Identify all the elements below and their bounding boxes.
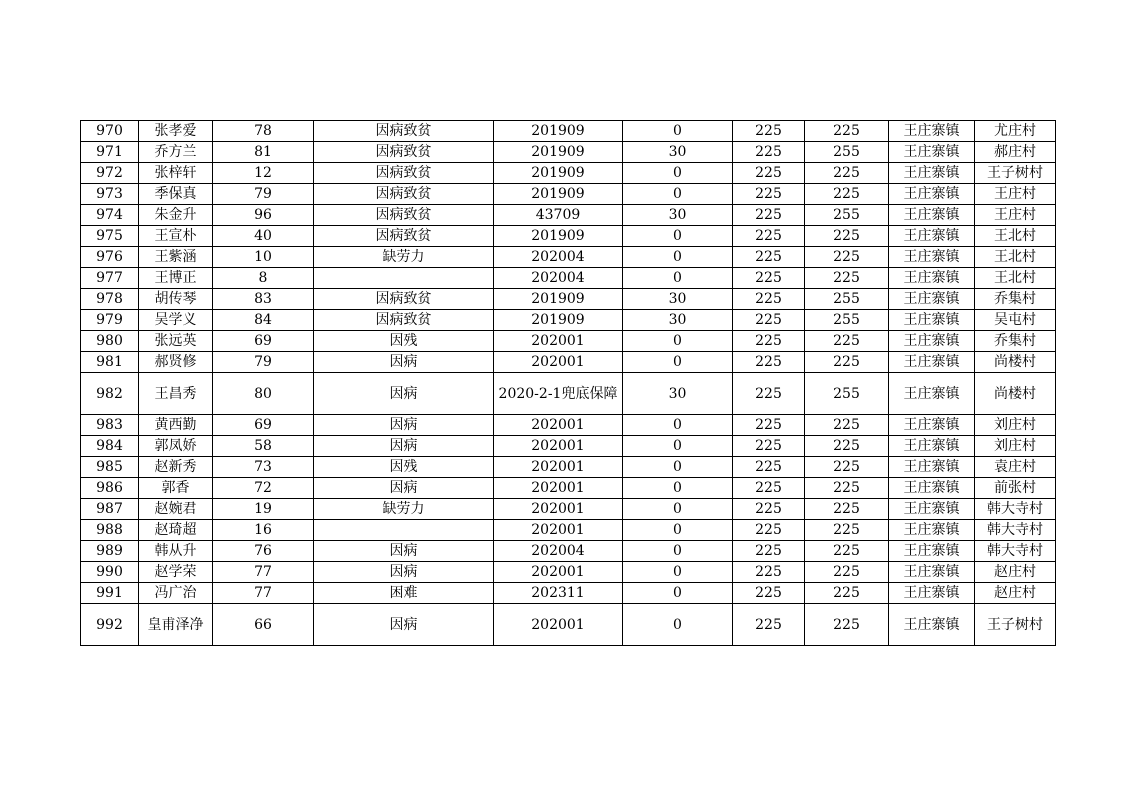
reason-cell: 因残 xyxy=(314,331,494,352)
amount-cell-3: 225 xyxy=(805,604,889,646)
date-cell: 202004 xyxy=(494,247,623,268)
town-cell: 王庄寨镇 xyxy=(889,226,975,247)
row-number-cell: 989 xyxy=(81,541,139,562)
amount-cell-3: 255 xyxy=(805,310,889,331)
village-cell: 乔集村 xyxy=(975,289,1056,310)
town-cell: 王庄寨镇 xyxy=(889,520,975,541)
table-row xyxy=(81,541,1056,562)
table-row xyxy=(81,583,1056,604)
amount-cell-1: 0 xyxy=(623,541,733,562)
table-row xyxy=(81,247,1056,268)
amount-cell-3: 225 xyxy=(805,541,889,562)
age-cell: 77 xyxy=(213,562,314,583)
town-cell: 王庄寨镇 xyxy=(889,268,975,289)
amount-cell-3: 225 xyxy=(805,457,889,478)
village-cell: 尚楼村 xyxy=(975,352,1056,373)
name-cell: 王博正 xyxy=(139,268,213,289)
amount-cell-2: 225 xyxy=(733,184,805,205)
town-cell: 王庄寨镇 xyxy=(889,142,975,163)
town-cell: 王庄寨镇 xyxy=(889,247,975,268)
row-number-cell: 977 xyxy=(81,268,139,289)
amount-cell-3: 225 xyxy=(805,247,889,268)
town-cell: 王庄寨镇 xyxy=(889,163,975,184)
date-cell: 201909 xyxy=(494,142,623,163)
age-cell: 58 xyxy=(213,436,314,457)
age-cell: 78 xyxy=(213,121,314,142)
village-cell: 赵庄村 xyxy=(975,583,1056,604)
table-row xyxy=(81,268,1056,289)
date-cell: 2020-2-1兜底保障 xyxy=(494,373,623,415)
amount-cell-1: 0 xyxy=(623,121,733,142)
amount-cell-3: 225 xyxy=(805,121,889,142)
name-cell: 郭凤娇 xyxy=(139,436,213,457)
name-cell: 王宣朴 xyxy=(139,226,213,247)
amount-cell-2: 225 xyxy=(733,142,805,163)
row-number-cell: 981 xyxy=(81,352,139,373)
village-cell: 王北村 xyxy=(975,268,1056,289)
table-row xyxy=(81,226,1056,247)
amount-cell-3: 255 xyxy=(805,373,889,415)
age-cell: 73 xyxy=(213,457,314,478)
row-number-cell: 974 xyxy=(81,205,139,226)
table-row xyxy=(81,205,1056,226)
reason-cell: 因病致贫 xyxy=(314,289,494,310)
amount-cell-1: 0 xyxy=(623,415,733,436)
age-cell: 80 xyxy=(213,373,314,415)
row-number-cell: 982 xyxy=(81,373,139,415)
amount-cell-2: 225 xyxy=(733,520,805,541)
amount-cell-1: 0 xyxy=(623,457,733,478)
age-cell: 10 xyxy=(213,247,314,268)
name-cell: 王紫涵 xyxy=(139,247,213,268)
table-row xyxy=(81,142,1056,163)
table-row xyxy=(81,562,1056,583)
reason-cell: 因病致贫 xyxy=(314,310,494,331)
reason-cell: 因病 xyxy=(314,436,494,457)
name-cell: 胡传琴 xyxy=(139,289,213,310)
name-cell: 乔方兰 xyxy=(139,142,213,163)
amount-cell-2: 225 xyxy=(733,478,805,499)
row-number-cell: 979 xyxy=(81,310,139,331)
amount-cell-1: 0 xyxy=(623,604,733,646)
town-cell: 王庄寨镇 xyxy=(889,499,975,520)
row-number-cell: 980 xyxy=(81,331,139,352)
amount-cell-3: 225 xyxy=(805,499,889,520)
name-cell: 郝贤修 xyxy=(139,352,213,373)
reason-cell: 缺劳力 xyxy=(314,499,494,520)
date-cell: 202004 xyxy=(494,541,623,562)
amount-cell-3: 225 xyxy=(805,562,889,583)
date-cell: 201909 xyxy=(494,163,623,184)
date-cell: 201909 xyxy=(494,289,623,310)
town-cell: 王庄寨镇 xyxy=(889,604,975,646)
table-row xyxy=(81,373,1056,415)
date-cell: 202001 xyxy=(494,331,623,352)
amount-cell-3: 255 xyxy=(805,205,889,226)
amount-cell-3: 225 xyxy=(805,163,889,184)
name-cell: 赵婉君 xyxy=(139,499,213,520)
age-cell: 69 xyxy=(213,331,314,352)
date-cell: 202311 xyxy=(494,583,623,604)
age-cell: 66 xyxy=(213,604,314,646)
reason-cell xyxy=(314,520,494,541)
reason-cell: 因病致贫 xyxy=(314,121,494,142)
reason-cell: 因病 xyxy=(314,541,494,562)
town-cell: 王庄寨镇 xyxy=(889,436,975,457)
table-row xyxy=(81,499,1056,520)
amount-cell-2: 225 xyxy=(733,352,805,373)
amount-cell-2: 225 xyxy=(733,541,805,562)
town-cell: 王庄寨镇 xyxy=(889,205,975,226)
amount-cell-1: 0 xyxy=(623,352,733,373)
age-cell: 83 xyxy=(213,289,314,310)
village-cell: 乔集村 xyxy=(975,331,1056,352)
amount-cell-3: 225 xyxy=(805,268,889,289)
amount-cell-2: 225 xyxy=(733,373,805,415)
date-cell: 202001 xyxy=(494,604,623,646)
reason-cell: 因病 xyxy=(314,604,494,646)
village-cell: 韩大寺村 xyxy=(975,541,1056,562)
amount-cell-1: 30 xyxy=(623,142,733,163)
amount-cell-1: 0 xyxy=(623,226,733,247)
date-cell: 202001 xyxy=(494,457,623,478)
amount-cell-1: 0 xyxy=(623,436,733,457)
name-cell: 张孝爱 xyxy=(139,121,213,142)
village-cell: 韩大寺村 xyxy=(975,499,1056,520)
amount-cell-2: 225 xyxy=(733,310,805,331)
table-row xyxy=(81,163,1056,184)
village-cell: 刘庄村 xyxy=(975,415,1056,436)
town-cell: 王庄寨镇 xyxy=(889,562,975,583)
reason-cell: 缺劳力 xyxy=(314,247,494,268)
amount-cell-1: 30 xyxy=(623,373,733,415)
reason-cell: 因病 xyxy=(314,478,494,499)
table-row xyxy=(81,121,1056,142)
village-cell: 王庄村 xyxy=(975,184,1056,205)
amount-cell-2: 225 xyxy=(733,121,805,142)
table-row xyxy=(81,415,1056,436)
age-cell: 81 xyxy=(213,142,314,163)
amount-cell-2: 225 xyxy=(733,457,805,478)
town-cell: 王庄寨镇 xyxy=(889,457,975,478)
reason-cell: 因病致贫 xyxy=(314,142,494,163)
row-number-cell: 987 xyxy=(81,499,139,520)
reason-cell xyxy=(314,268,494,289)
age-cell: 79 xyxy=(213,184,314,205)
date-cell: 202001 xyxy=(494,499,623,520)
reason-cell: 因病致贫 xyxy=(314,226,494,247)
reason-cell: 因病 xyxy=(314,373,494,415)
amount-cell-2: 225 xyxy=(733,205,805,226)
amount-cell-1: 0 xyxy=(623,478,733,499)
name-cell: 张远英 xyxy=(139,331,213,352)
reason-cell: 因病致贫 xyxy=(314,205,494,226)
age-cell: 76 xyxy=(213,541,314,562)
amount-cell-3: 255 xyxy=(805,142,889,163)
town-cell: 王庄寨镇 xyxy=(889,541,975,562)
row-number-cell: 973 xyxy=(81,184,139,205)
amount-cell-2: 225 xyxy=(733,604,805,646)
age-cell: 79 xyxy=(213,352,314,373)
age-cell: 84 xyxy=(213,310,314,331)
village-cell: 刘庄村 xyxy=(975,436,1056,457)
date-cell: 202001 xyxy=(494,436,623,457)
amount-cell-2: 225 xyxy=(733,415,805,436)
amount-cell-3: 225 xyxy=(805,184,889,205)
row-number-cell: 983 xyxy=(81,415,139,436)
village-cell: 王子树村 xyxy=(975,604,1056,646)
reason-cell: 因病 xyxy=(314,415,494,436)
village-cell: 尤庄村 xyxy=(975,121,1056,142)
town-cell: 王庄寨镇 xyxy=(889,310,975,331)
row-number-cell: 971 xyxy=(81,142,139,163)
town-cell: 王庄寨镇 xyxy=(889,289,975,310)
amount-cell-3: 225 xyxy=(805,583,889,604)
row-number-cell: 991 xyxy=(81,583,139,604)
name-cell: 皇甫泽净 xyxy=(139,604,213,646)
name-cell: 王昌秀 xyxy=(139,373,213,415)
table-row xyxy=(81,352,1056,373)
table-row xyxy=(81,331,1056,352)
table-row xyxy=(81,457,1056,478)
amount-cell-2: 225 xyxy=(733,226,805,247)
age-cell: 40 xyxy=(213,226,314,247)
town-cell: 王庄寨镇 xyxy=(889,478,975,499)
amount-cell-1: 0 xyxy=(623,268,733,289)
village-cell: 郝庄村 xyxy=(975,142,1056,163)
amount-cell-2: 225 xyxy=(733,583,805,604)
amount-cell-3: 255 xyxy=(805,289,889,310)
village-cell: 前张村 xyxy=(975,478,1056,499)
age-cell: 19 xyxy=(213,499,314,520)
amount-cell-2: 225 xyxy=(733,289,805,310)
date-cell: 201909 xyxy=(494,184,623,205)
row-number-cell: 970 xyxy=(81,121,139,142)
date-cell: 201909 xyxy=(494,121,623,142)
village-cell: 王庄村 xyxy=(975,205,1056,226)
row-number-cell: 990 xyxy=(81,562,139,583)
village-cell: 尚楼村 xyxy=(975,373,1056,415)
amount-cell-2: 225 xyxy=(733,247,805,268)
age-cell: 77 xyxy=(213,583,314,604)
amount-cell-3: 225 xyxy=(805,352,889,373)
name-cell: 吴学义 xyxy=(139,310,213,331)
row-number-cell: 972 xyxy=(81,163,139,184)
amount-cell-1: 30 xyxy=(623,205,733,226)
amount-cell-3: 225 xyxy=(805,436,889,457)
village-cell: 吴屯村 xyxy=(975,310,1056,331)
town-cell: 王庄寨镇 xyxy=(889,331,975,352)
name-cell: 赵新秀 xyxy=(139,457,213,478)
row-number-cell: 978 xyxy=(81,289,139,310)
table-row xyxy=(81,520,1056,541)
amount-cell-3: 225 xyxy=(805,520,889,541)
table-row xyxy=(81,310,1056,331)
village-cell: 王北村 xyxy=(975,247,1056,268)
name-cell: 赵学荣 xyxy=(139,562,213,583)
amount-cell-1: 0 xyxy=(623,163,733,184)
row-number-cell: 976 xyxy=(81,247,139,268)
reason-cell: 困难 xyxy=(314,583,494,604)
age-cell: 8 xyxy=(213,268,314,289)
amount-cell-1: 30 xyxy=(623,289,733,310)
village-cell: 韩大寺村 xyxy=(975,520,1056,541)
row-number-cell: 985 xyxy=(81,457,139,478)
amount-cell-1: 0 xyxy=(623,331,733,352)
row-number-cell: 988 xyxy=(81,520,139,541)
table-row xyxy=(81,289,1056,310)
town-cell: 王庄寨镇 xyxy=(889,415,975,436)
date-cell: 202004 xyxy=(494,268,623,289)
village-cell: 王北村 xyxy=(975,226,1056,247)
town-cell: 王庄寨镇 xyxy=(889,184,975,205)
reason-cell: 因病致贫 xyxy=(314,184,494,205)
date-cell: 202001 xyxy=(494,415,623,436)
town-cell: 王庄寨镇 xyxy=(889,373,975,415)
table-row xyxy=(81,604,1056,646)
table-row xyxy=(81,184,1056,205)
date-cell: 202001 xyxy=(494,520,623,541)
table-row xyxy=(81,478,1056,499)
amount-cell-3: 225 xyxy=(805,331,889,352)
amount-cell-1: 0 xyxy=(623,499,733,520)
name-cell: 朱金升 xyxy=(139,205,213,226)
reason-cell: 因残 xyxy=(314,457,494,478)
town-cell: 王庄寨镇 xyxy=(889,121,975,142)
row-number-cell: 984 xyxy=(81,436,139,457)
date-cell: 43709 xyxy=(494,205,623,226)
amount-cell-2: 225 xyxy=(733,562,805,583)
amount-cell-1: 0 xyxy=(623,247,733,268)
reason-cell: 因病致贫 xyxy=(314,163,494,184)
village-cell: 袁庄村 xyxy=(975,457,1056,478)
age-cell: 16 xyxy=(213,520,314,541)
age-cell: 72 xyxy=(213,478,314,499)
date-cell: 201909 xyxy=(494,310,623,331)
amount-cell-3: 225 xyxy=(805,415,889,436)
amount-cell-1: 30 xyxy=(623,310,733,331)
name-cell: 郭香 xyxy=(139,478,213,499)
records-table xyxy=(80,120,1056,646)
amount-cell-2: 225 xyxy=(733,436,805,457)
amount-cell-3: 225 xyxy=(805,226,889,247)
row-number-cell: 975 xyxy=(81,226,139,247)
row-number-cell: 992 xyxy=(81,604,139,646)
amount-cell-2: 225 xyxy=(733,163,805,184)
row-number-cell: 986 xyxy=(81,478,139,499)
village-cell: 王子树村 xyxy=(975,163,1056,184)
amount-cell-1: 0 xyxy=(623,562,733,583)
village-cell: 赵庄村 xyxy=(975,562,1056,583)
name-cell: 赵琦超 xyxy=(139,520,213,541)
reason-cell: 因病 xyxy=(314,562,494,583)
town-cell: 王庄寨镇 xyxy=(889,583,975,604)
amount-cell-1: 0 xyxy=(623,583,733,604)
age-cell: 12 xyxy=(213,163,314,184)
amount-cell-2: 225 xyxy=(733,499,805,520)
date-cell: 202001 xyxy=(494,562,623,583)
name-cell: 张梓轩 xyxy=(139,163,213,184)
date-cell: 202001 xyxy=(494,478,623,499)
date-cell: 201909 xyxy=(494,226,623,247)
date-cell: 202001 xyxy=(494,352,623,373)
amount-cell-1: 0 xyxy=(623,184,733,205)
table-row xyxy=(81,436,1056,457)
amount-cell-3: 225 xyxy=(805,478,889,499)
age-cell: 96 xyxy=(213,205,314,226)
name-cell: 韩从升 xyxy=(139,541,213,562)
reason-cell: 因病 xyxy=(314,352,494,373)
name-cell: 黄西勤 xyxy=(139,415,213,436)
name-cell: 季保真 xyxy=(139,184,213,205)
name-cell: 冯广治 xyxy=(139,583,213,604)
amount-cell-2: 225 xyxy=(733,331,805,352)
amount-cell-2: 225 xyxy=(733,268,805,289)
town-cell: 王庄寨镇 xyxy=(889,352,975,373)
age-cell: 69 xyxy=(213,415,314,436)
amount-cell-1: 0 xyxy=(623,520,733,541)
